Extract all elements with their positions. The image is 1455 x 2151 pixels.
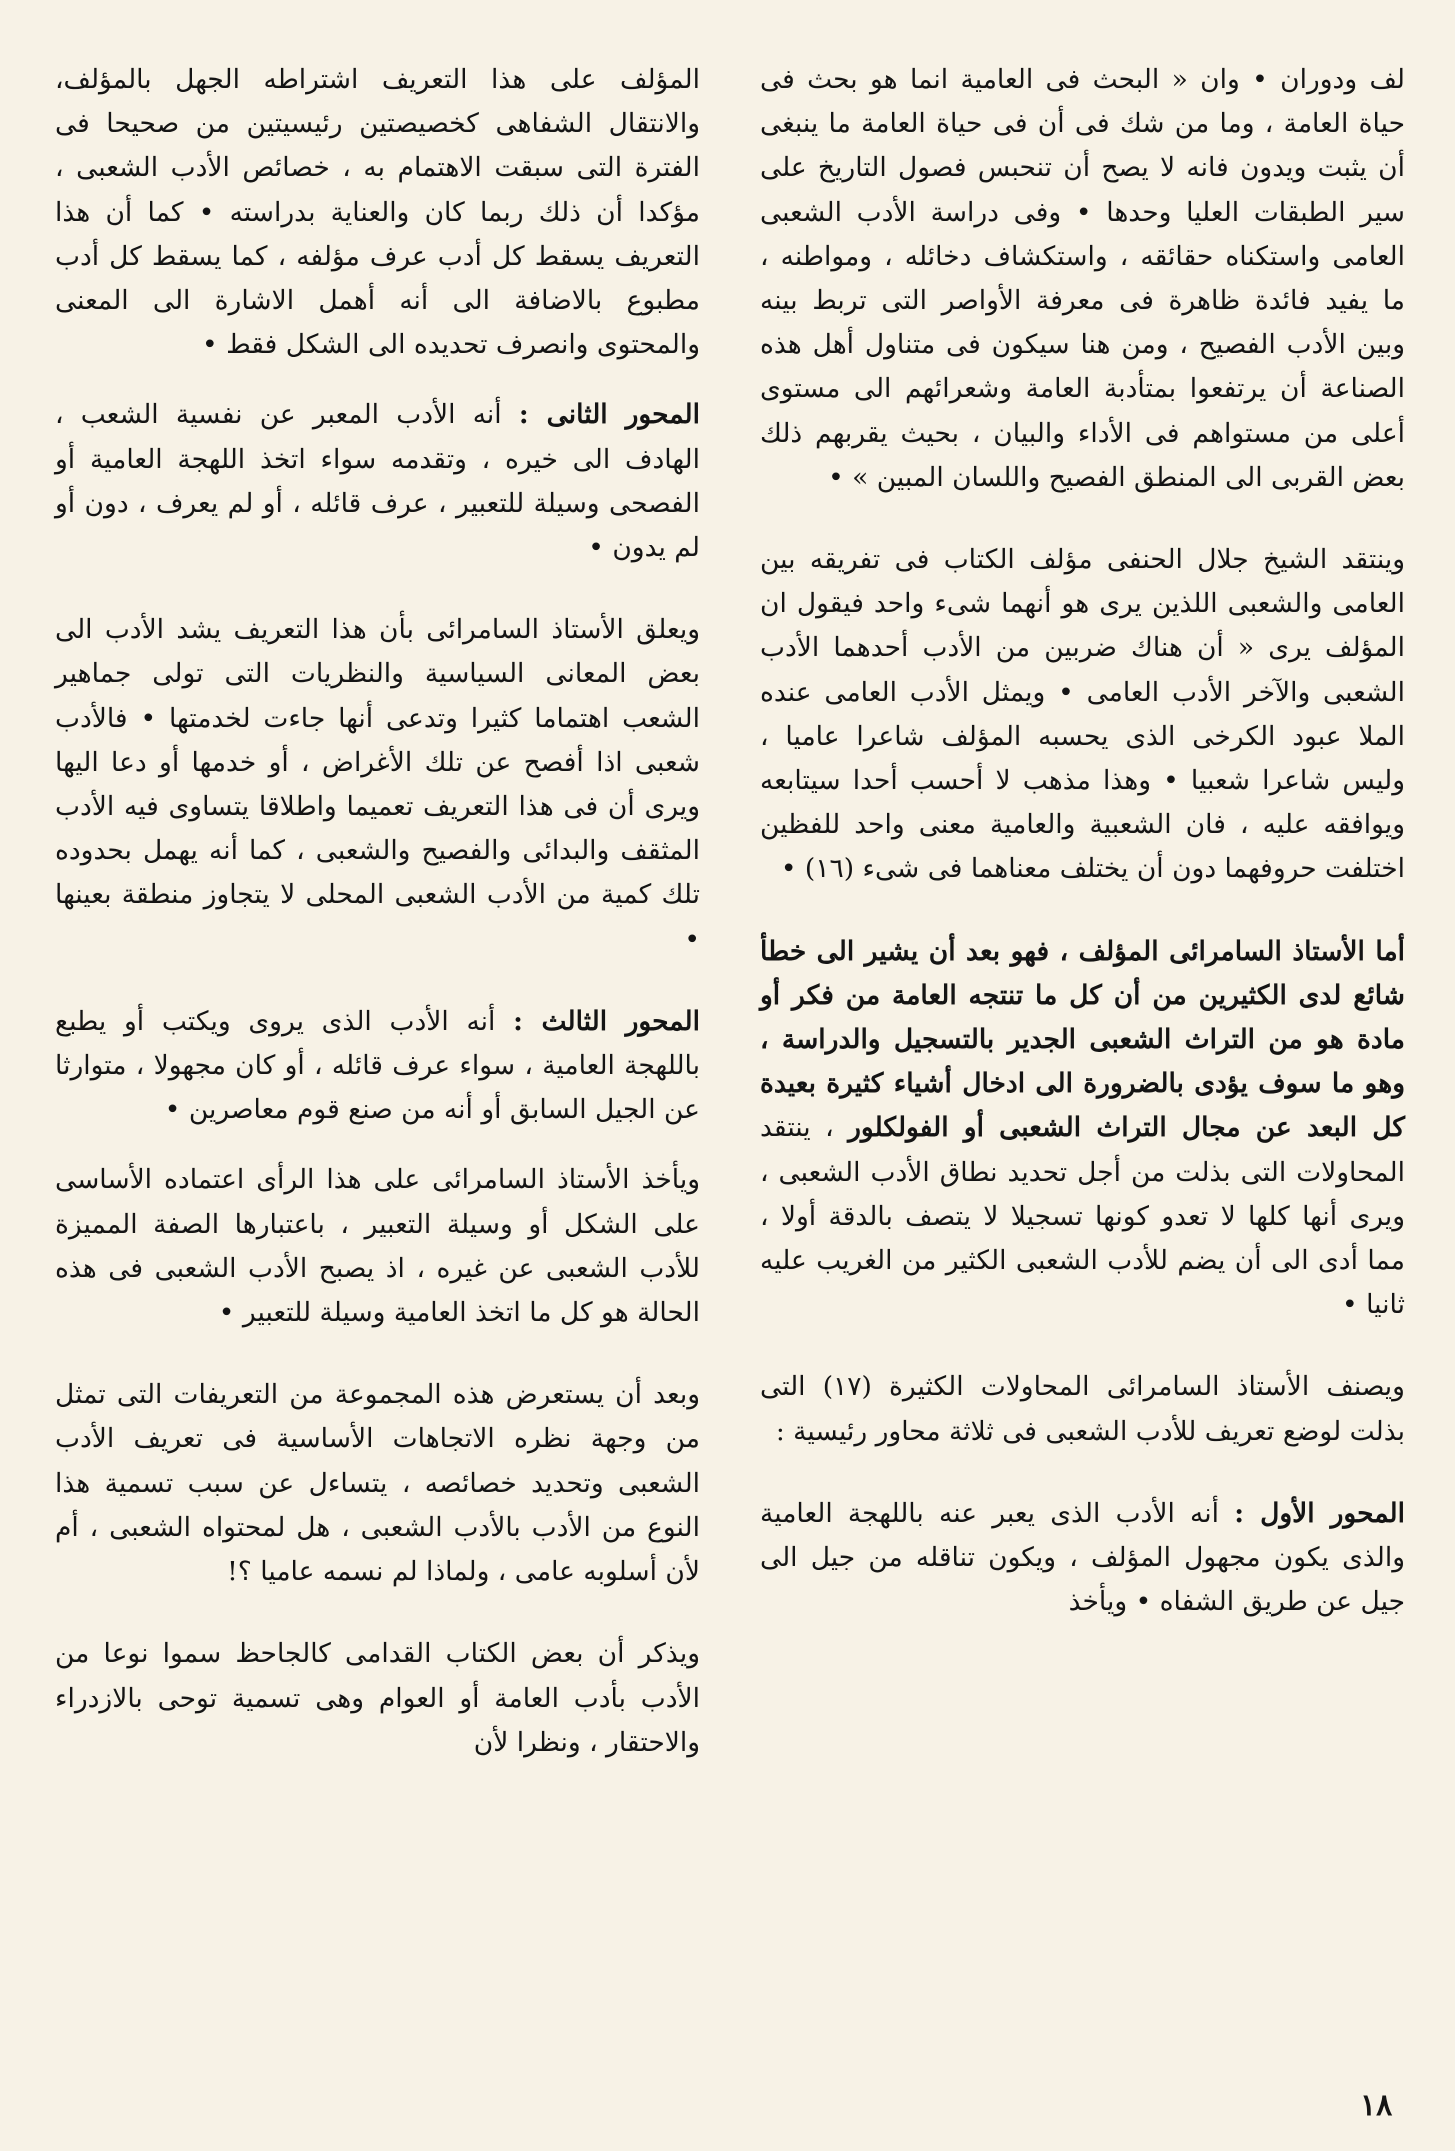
- paragraph-text: أنه الأدب الذى يعبر عنه باللهجة العامية والذى يكون مجهول المؤلف ، ويكون تناقله من جيل الى جيل عن طريق الشفاه • ويأخذ: [760, 1497, 1405, 1618]
- paragraph: ويأخذ الأستاذ السامرائى على هذا الرأى اعتماده الأساسى على الشكل أو وسيلة التعبير ، باعتبارها الصفة المميزة للأدب الشعبى عن غيره ، اذ يصبح الأدب الشعبى فى هذه الحالة هو كل ما اتخذ العامية وسيلة للتعبير •: [55, 1164, 700, 1329]
- page-number: ١٨: [1360, 2088, 1393, 2123]
- paragraph: وينتقد الشيخ جلال الحنفى مؤلف الكتاب فى تفريقه بين العامى والشعبى اللذين يرى هو أنهما شىء واحد فيقول ان المؤلف يرى « أن هناك ضربين من الأدب أحدهما الأدب الشعبى والآخر الأدب العامى • ويمثل الأدب العامى عنده الملا عبود الكرخى الذى يحسبه المؤلف شاعرا عاميا ، وليس شاعرا شعبيا • وهذا مذهب لا أحسب أحدا سيتابعه ويوافقه عليه ، فان الشعبية والعامية معنى واحد للفظين اختلفت حروفهما دون أن يختلف معناهما فى شىء (١٦) •: [760, 544, 1405, 885]
- paragraph: [55, 1000, 700, 1133]
- paragraph: ويصنف الأستاذ السامرائى المحاولات الكثيرة (١٧) التى بذلت لوضع تعريف للأدب الشعبى فى ثلاثة محاور رئيسية :: [760, 1371, 1405, 1447]
- paragraph: [760, 1492, 1405, 1625]
- paragraph: [760, 930, 1405, 1328]
- left-column: [55, 58, 700, 1803]
- section-heading: المحور الأول :: [1234, 1497, 1405, 1529]
- paragraph: ويعلق الأستاذ السامرائى بأن هذا التعريف يشد الأدب الى بعض المعانى السياسية والنظريات التى تولى جماهير الشعب اهتماما كثيرا وتدعى أنها جاءت لخدمتها • فالأدب شعبى اذا أفصح عن تلك الأغراض ، أو خدمها أو دعا اليها ويرى أن فى هذا التعريف تعميما واطلاقا يتساوى فيه الأدب المثقف والبدائى والفصيح والشعبى ، كما أنه يهمل بحدوده تلك كمية من الأدب الشعبى المحلى لا يتجاوز منطقة بعينها •: [55, 614, 700, 955]
- paragraph: ويذكر أن بعض الكتاب القدامى كالجاحظ سموا نوعا من الأدب بأدب العامة أو العوام وهى تسمية توحى بالازدراء والاحتقار ، ونظرا لأن: [55, 1638, 700, 1758]
- section-heading: المحور الثالث :: [513, 1005, 700, 1037]
- paragraph-text: أنه الأدب المعبر عن نفسية الشعب ، الهادف الى خيره ، وتقدمه سواء اتخذ اللهجة العامية أو الفصحى وسيلة للتعبير ، عرف قائله ، أو لم يعرف ، دون أو لم يدون •: [55, 399, 700, 564]
- paragraph: [55, 393, 700, 570]
- section-heading: المحور الثانى :: [518, 399, 700, 431]
- paragraph: المؤلف على هذا التعريف اشتراطه الجهل بالمؤلف، والانتقال الشفاهى كخصيصتين رئيسيتين من صحيحا فى الفترة التى سبقت الاهتمام به ، خصائص الأدب الشعبى ، مؤكدا أن ذلك ربما كان والعناية بدراسته • كما أن هذا التعريف يسقط كل أدب عرف مؤلفه ، كما يسقط كل أدب مطبوع بالاضافة الى أنه أهمل الاشارة الى المعنى والمحتوى وانصرف تحديده الى الشكل فقط •: [55, 64, 700, 361]
- paragraph-text: أنه الأدب الذى يروى ويكتب أو يطبع باللهجة العامية ، سواء عرف قائله ، أو كان مجهولا ، متوارثا عن الجيل السابق أو أنه من صنع قوم معاصرين •: [55, 1005, 700, 1126]
- bold-passage: أما الأستاذ السامرائى المؤلف ، فهو بعد أن يشير الى خطأ شائع لدى الكثيرين من أن كل ما تنتجه العامة من فكر أو مادة هو من التراث الشعبى الجدير بالتسجيل والدراسة ، وهو ما سوف يؤدى بالضرورة الى ادخال أشياء كثيرة بعيدة كل البعد عن مجال التراث الشعبى أو الفولكلور: [760, 935, 1405, 1144]
- paragraph-continuation: ، ينتقد المحاولات التى بذلت من أجل تحديد نطاق الأدب الشعبى ، ويرى أنها كلها لا تعدو كونها تسجيلا لا يتصف بالدقة أولا ، مما أدى الى أن يضم للأدب الشعبى الكثير من الغريب عليه ثانيا •: [760, 1112, 1405, 1321]
- right-column: [760, 58, 1405, 1663]
- paragraph: لف ودوران • وان « البحث فى العامية انما هو بحث فى حياة العامة ، وما من شك فى أن فى حياة العامة ما ينبغى أن يثبت ويدون فانه لا يصح أن تنحبس فصول التاريخ على سير الطبقات العليا وحدها • وفى دراسة الأدب الشعبى العامى واستكناه حقائقه ، واستكشاف دخائله ، ومواطنه ، ما يفيد فائدة ظاهرة فى معرفة الأواصر التى تربط بينه وبين الأدب الفصيح ، ومن هنا سيكون فى متناول أهل هذه الصناعة أن يرتفعوا بمتأدبة العامة وشعرائهم الى مستوى أعلى من مستواهم فى الأداء والبيان ، بحيث يقربهم ذلك بعض القربى الى المنطق الفصيح واللسان المبين » •: [760, 64, 1405, 493]
- paragraph: وبعد أن يستعرض هذه المجموعة من التعريفات التى تمثل من وجهة نظره الاتجاهات الأساسية فى تعريف الأدب الشعبى وتحديد خصائصه ، يتساءل عن سبب تسمية هذا النوع من الأدب بالأدب الشعبى ، هل لمحتواه الشعبى ، أم لأن أسلوبه عامى ، ولماذا لم نسمه عاميا ؟!: [55, 1379, 700, 1588]
